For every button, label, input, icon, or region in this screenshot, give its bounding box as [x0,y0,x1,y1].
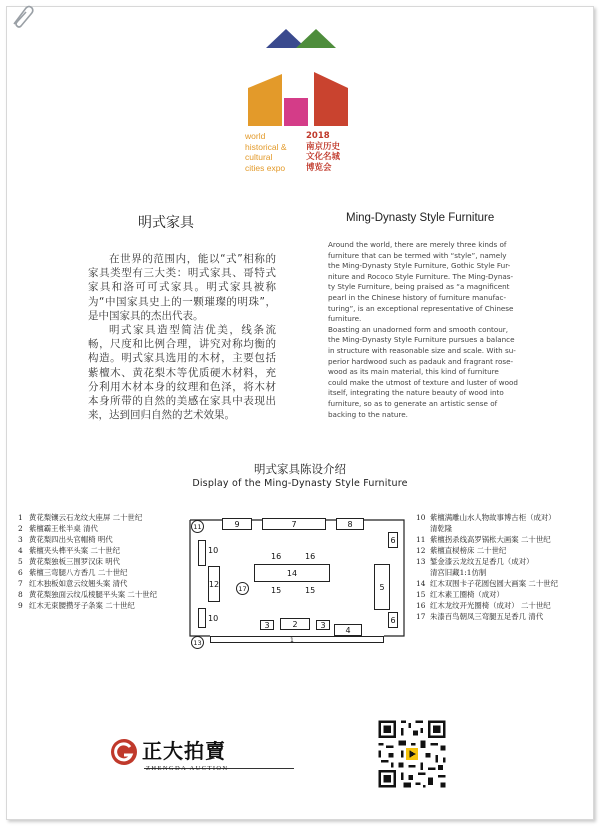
plan-marker-13: 13 [191,636,204,649]
plan-item-5: 5 [374,564,390,610]
auction-emblem-icon [110,738,138,766]
plan-item-12: 12 [208,566,220,602]
intro-en-line: niture and Rococo Style Furniture. The Ming-Dynas- [328,271,514,281]
plan-item-14: 14 [254,564,330,582]
list-item [416,600,592,611]
list-item [18,534,188,545]
plan-item-4: 4 [334,624,362,636]
list-item [18,523,188,534]
list-item [416,578,592,589]
display-title-chinese: 明式家具陈设介绍 [254,462,346,476]
plan-label-16: 16 [271,552,282,561]
list-item [18,567,188,578]
paperclip-icon [10,4,36,30]
item-text: 錾金漆云龙纹五足香几（成对） [430,557,534,566]
expo-name-chinese [306,131,340,173]
auction-name-english: ZHENGDA AUCTION [146,765,229,772]
intro-paragraph: 明式家具造型简洁优美，线条流畅，尺度和比例合理，讲究对称均衡的构造。明式家具选用的木材，主要包括紫檀木、黄花梨木等优质硬木材料，充分利用木材本身的纹理和色泽，将木材本身所带的自然的美感在家具中表现出来，达到回归自然的艺术效果。 [88,324,276,422]
furniture-list-right [416,512,592,622]
expo-cn-line: 南京历史 [306,141,341,152]
intro-en-line: Around the world, there are merely three kinds of [328,240,507,249]
expo-cn-line: 文化名城 [306,152,341,162]
expo-cn-line: 2018 [306,131,330,141]
list-item [416,611,592,622]
plan-marker-17: 17 [236,582,249,595]
plan-item-1 [210,636,384,643]
item-number: 15 [416,590,426,599]
list-item [18,556,188,567]
item-text: 紫檀三弯腿八方香几 二十世纪 [29,568,128,577]
qr-code-icon [376,718,448,790]
intro-en-line: furniture, so as to generate an artistic sense of [328,398,498,408]
item-number: 5 [18,557,23,566]
expo-cn-line: 博览会 [306,162,332,173]
intro-title-english: Ming-Dynasty Style Furniture [346,212,495,224]
item-number: 7 [18,579,23,588]
item-number: 8 [18,590,23,599]
plan-label-15: 15 [305,586,316,595]
auction-logo [110,732,280,782]
item-number: 6 [18,568,23,577]
expo-en-line: cultural [245,152,273,162]
plan-item-3-left: 3 [260,620,274,630]
item-text: 朱漆百鸟朝凤三弯腿五足香几 清代 [430,612,544,621]
plan-item-6-top: 6 [388,532,398,548]
item-number: 12 [416,546,426,555]
item-text: 黄花梨四出头官帽椅 明代 [29,535,113,544]
plan-marker-11: 11 [191,520,204,533]
item-text: 黄花梨独面云纹瓜棱腿平头案 二十世纪 [29,590,157,599]
display-title-english: Display of the Ming-Dynasty Style Furniture [192,478,408,489]
intro-en-line: wood as its main material, this kind of furniture [328,367,499,377]
item-number: 2 [18,524,23,533]
list-item [18,600,188,611]
intro-title-chinese: 明式家具 [138,215,194,231]
item-text: 紫檀霸王枨半桌 清代 [29,524,98,533]
item-number: 11 [416,535,426,544]
list-item [18,578,188,589]
plan-item-10-top [198,540,206,566]
list-item [18,512,188,523]
intro-en-line: the Ming-Dynasty Style Furniture pursues a balance [328,335,515,345]
item-text: 黄花梨镶云石龙纹大座屏 二十世纪 [29,513,143,522]
item-text: 红木独板如意云纹翘头案 清代 [29,579,128,588]
item-text: 红木双围卡子花圆包圆大画案 二十世纪 [430,579,558,588]
plan-label-16: 16 [305,552,316,561]
item-number: 3 [18,535,23,544]
expo-name-english [245,131,287,173]
intro-en-line: in structure with reasonable size and scale. With su- [328,345,516,355]
intro-en-line: could make the utmost of texture and luster of wood [328,377,518,387]
intro-body-english [328,240,542,420]
plan-item-2: 2 [280,618,310,630]
item-text: 紫檀满雕山水人物故事博古柜（成对） [430,513,556,522]
plan-label-10: 10 [208,614,219,623]
expo-en-line: cities expo [245,162,286,173]
furniture-list-left [18,512,188,611]
floor-plan [188,512,408,652]
item-number: 14 [416,579,426,588]
intro-paragraph: 在世界的范围内，能以“式”相称的家具类型有三大类：明式家具、哥特式家具和洛可可式家具。明式家具被称为“中国家具史上的一颗璀璨的明珠”，是中国家具的杰出代表。 [88,253,276,322]
list-item [416,534,592,545]
plan-item-3-right: 3 [316,620,330,630]
item-text: 紫檀夹头榫平头案 二十世纪 [29,546,121,555]
item-number: 13 [416,557,426,566]
auction-name-chinese: 正大拍賣 [142,739,226,763]
item-text: 红木无束腰攒牙子条案 二十世纪 [29,601,135,610]
plan-label-10: 10 [208,546,219,555]
plan-item-10-bottom [198,608,206,628]
item-text: 红木素工圈椅（成对） [430,590,504,599]
item-text: 紫檀拐杀线高罗锅枨大画案 二十世纪 [430,535,551,544]
plan-item-8: 8 [336,518,364,530]
item-number: 10 [416,513,426,522]
intro-en-line: turing”, is an exceptional representative of Chinese [328,303,514,313]
list-item [416,556,592,567]
list-item [416,512,592,523]
item-number: 9 [18,601,23,610]
plan-item-7: 7 [262,518,326,530]
list-item [416,545,592,556]
intro-en-line: itself, integrating the nature beauty of wood into [328,388,504,398]
item-text: 红木龙纹开光圈椅（成对） 二十世纪 [430,601,551,610]
item-number: 17 [416,612,426,621]
intro-en-line: ty Style Furniture, being praised as “a magnificent [328,282,510,292]
plan-item-6-bottom: 6 [388,612,398,628]
intro-en-line: Boasting an unadorned form and smooth contour, [328,324,509,334]
intro-en-line: backing to the nature. [328,409,408,419]
item-number: 16 [416,601,426,610]
list-item [416,589,592,600]
item-text: 黄花梨独板三围罗汉床 明代 [29,557,121,566]
expo-en-line: world [245,131,266,141]
expo-en-line: historical & [245,141,287,152]
list-item [18,545,188,556]
intro-body-chinese [88,252,276,422]
plan-label-1: 1 [290,637,294,644]
list-item-sub: 清宫旧藏1:1仿制 [430,568,487,577]
intro-en-line: furniture that can be termed with “style”, namely [328,250,507,260]
intro-en-line: perior hardwood such as padauk and fragrant rose- [328,356,514,366]
list-item [18,589,188,600]
list-item-sub: 清乾隆 [430,524,453,533]
intro-en-line: furniture. [328,314,362,324]
plan-label-15: 15 [271,586,282,595]
item-text: 紫檀直棂榜床 二十世纪 [430,546,507,555]
item-number: 4 [18,546,23,555]
plan-item-9: 9 [222,518,252,530]
intro-en-line: the Ming-Dynasty Style Furniture, Gothic Style Fur- [328,261,511,271]
intro-en-line: pearl in the Chinese history of furniture manufac- [328,292,507,302]
item-number: 1 [18,513,23,522]
